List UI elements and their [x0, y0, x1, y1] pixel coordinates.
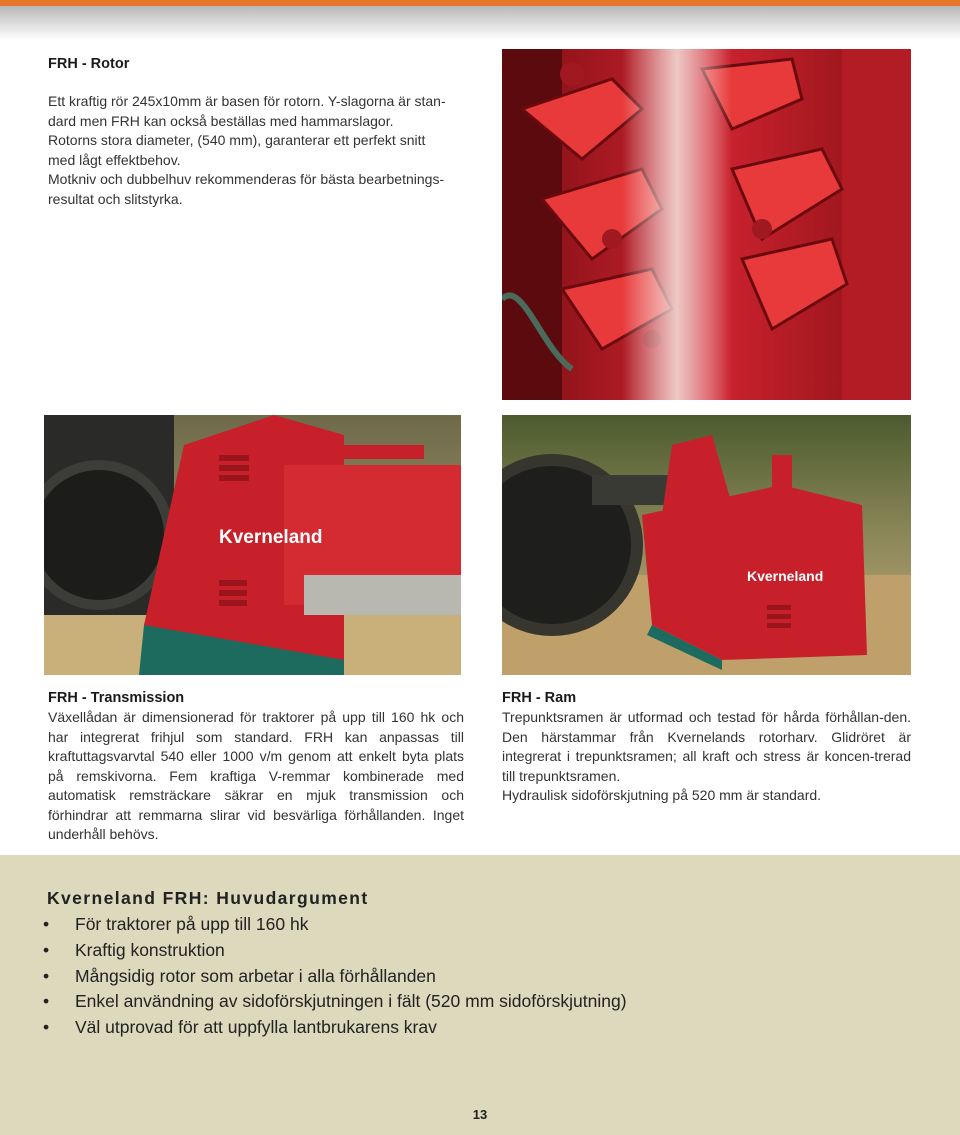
- rotor-line: dard men FRH kan också beställas med hammarslagor.: [48, 112, 394, 129]
- brand-logo: Kverneland: [747, 568, 824, 584]
- page-number: 13: [472, 1107, 488, 1122]
- transmission-paragraph: Växellådan är dimensionerad för traktorer på upp till 160 hk och har integrerat frihjul som standard. FRH kan anpassas till kraftuttagsvarvtal 540 eller 1000 v/m genom att enkelt byta plats på remskivorna. Fem kraftiga V-remmar kombinerade med automatisk remsträckare säkrar en mjuk transmission och förhindrar att remmarna slirar vid besvärliga förhållanden. Inget underhåll behövs.: [48, 709, 464, 842]
- frame-extra: Hydraulisk sidoförskjutning på 520 mm är standard.: [502, 787, 822, 803]
- bullet-icon: •: [43, 991, 50, 1012]
- frame-paragraph: Trepunktsramen är utformad och testad för hårda förhållan-den. Den härstammar från Kvernelands rotorharv. Glidröret är integrerat i trepunktsramen; all kraft och stress är koncen-trerad till trepunktsramen.: [502, 709, 911, 784]
- rotor-line: med lågt effektbehov.: [48, 151, 181, 168]
- transmission-photo: [44, 415, 461, 675]
- rotor-line: Rotorns stora diameter, (540 mm), garanterar ett perfekt snitt: [48, 132, 426, 148]
- bullet-icon: •: [43, 965, 50, 986]
- list-item: • Kraftig konstruktion: [43, 938, 627, 964]
- transmission-heading: FRH - Transmission: [48, 690, 185, 706]
- summary-list: [43, 912, 627, 1041]
- summary-title: Kverneland FRH: Huvudargument: [47, 888, 369, 908]
- bullet-icon: •: [43, 1017, 50, 1038]
- list-item: • För traktorer på upp till 160 hk: [43, 912, 627, 938]
- transmission-text: [48, 708, 464, 845]
- rotor-text: [48, 92, 488, 209]
- rotor-heading: FRH - Rotor: [48, 56, 130, 72]
- list-item: • Väl utprovad för att uppfylla lantbrukarens krav: [43, 1015, 627, 1041]
- frame-photo: [502, 415, 911, 675]
- rotor-line: Motkniv och dubbelhuv rekommenderas för bästa bearbetnings-: [48, 171, 445, 187]
- bullet-icon: •: [43, 939, 50, 960]
- rotor-line: Ett kraftig rör 245x10mm är basen för rotorn. Y-slagorna är stan-: [48, 93, 446, 109]
- list-item: • Mångsidig rotor som arbetar i alla förhållanden: [43, 964, 627, 990]
- frame-heading: FRH - Ram: [502, 690, 577, 706]
- frame-text: [502, 708, 911, 806]
- rotor-line: resultat och slitstyrka.: [48, 190, 183, 207]
- rotor-closeup-photo: [502, 49, 911, 400]
- list-item: • Enkel användning av sidoförskjutningen i fält (520 mm sidoförskjutning): [43, 989, 627, 1015]
- bullet-icon: •: [43, 914, 50, 934]
- brand-logo: Kverneland: [219, 527, 323, 548]
- top-shadow: [0, 6, 960, 40]
